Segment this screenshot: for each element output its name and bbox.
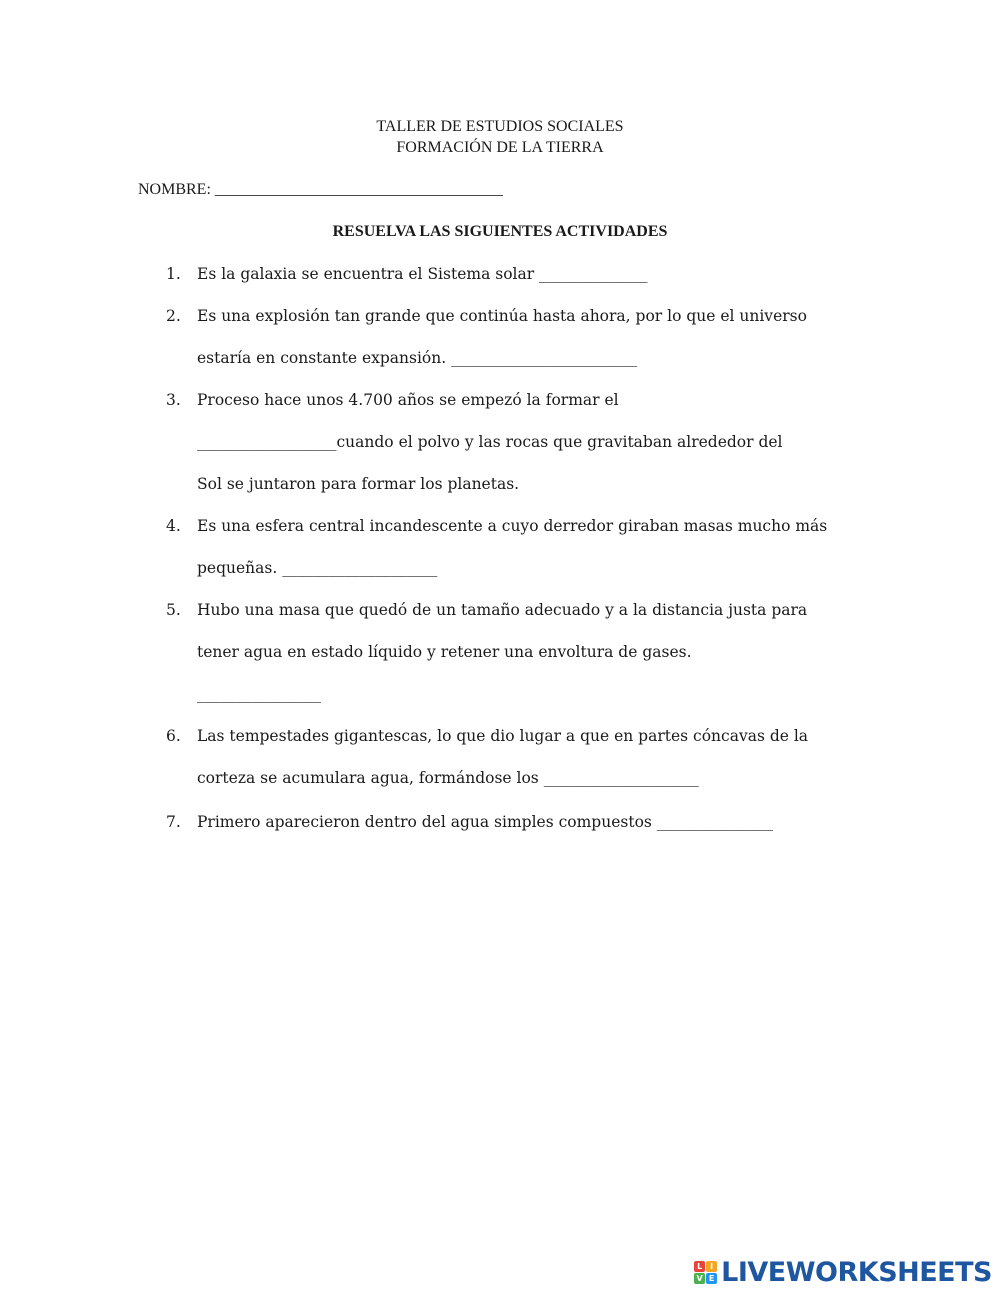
logo-letter-i: I [706, 1261, 717, 1272]
question-text: Primero aparecieron dentro del agua simples compuestos _______________ [197, 813, 774, 831]
question-number: 2. [166, 307, 181, 325]
answer-blank[interactable]: ________________ [197, 685, 321, 703]
logo-letter-l: L [694, 1261, 705, 1272]
question-text: Sol se juntaron para formar los planetas. [197, 475, 520, 493]
question-number: 5. [166, 601, 181, 619]
question-text: corteza se acumulara agua, formándose los ____________________ [197, 769, 699, 787]
question-number: 6. [166, 727, 181, 745]
question-number: 4. [166, 517, 181, 535]
question-text: Las tempestades gigantescas, lo que dio lugar a que en partes cóncavas de la [197, 727, 809, 745]
logo-mark-icon [694, 1261, 717, 1284]
question-text: __________________cuando el polvo y las rocas que gravitaban alrededor del [197, 433, 783, 451]
question-text: Hubo una masa que quedó de un tamaño adecuado y a la distancia justa para [197, 601, 808, 619]
logo-text: LIVEWORKSHEETS [721, 1256, 992, 1288]
question-number: 7. [166, 813, 181, 831]
instructions-heading: RESUELVA LAS SIGUIENTES ACTIVIDADES [332, 223, 668, 240]
question-text: Es la galaxia se encuentra el Sistema solar ______________ [197, 265, 648, 283]
logo-letter-v: V [694, 1273, 705, 1284]
liveworksheets-logo [694, 1258, 992, 1286]
worksheet-title: TALLER DE ESTUDIOS SOCIALES [376, 118, 624, 135]
question-number: 1. [166, 265, 181, 283]
question-text: tener agua en estado líquido y retener una envoltura de gases. [197, 643, 692, 661]
question-text: Proceso hace unos 4.700 años se empezó la formar el [197, 391, 619, 409]
question-text: estaría en constante expansión. ________________________ [197, 349, 638, 367]
worksheet-subtitle: FORMACIÓN DE LA TIERRA [396, 139, 604, 156]
name-field[interactable]: NOMBRE: ____________________________________ [138, 181, 503, 198]
question-number: 3. [166, 391, 181, 409]
logo-letter-e: E [706, 1273, 717, 1284]
question-text: Es una esfera central incandescente a cuyo derredor giraban masas mucho más [197, 517, 828, 535]
question-text: Es una explosión tan grande que continúa hasta ahora, por lo que el universo [197, 307, 807, 325]
question-text: pequeñas. ____________________ [197, 559, 438, 577]
